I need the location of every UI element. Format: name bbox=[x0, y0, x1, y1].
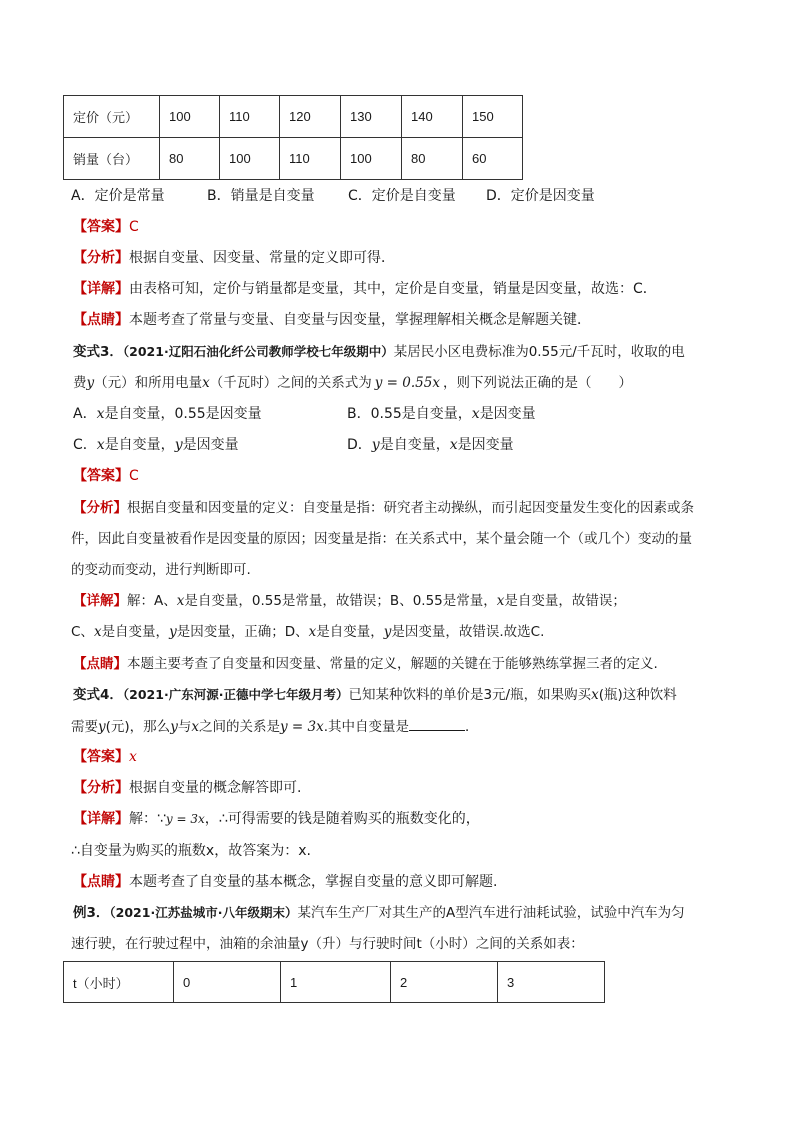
analysis-tag: 【分析】 bbox=[73, 780, 129, 796]
text: ∴自变量为购买的瓶数 bbox=[71, 843, 206, 859]
answer-tag: 【答案】 bbox=[73, 468, 129, 484]
table-cell: 销量（台） bbox=[64, 138, 160, 180]
table-cell: 100 bbox=[341, 138, 402, 180]
analysis-text: 根据自变量的概念解答即可. bbox=[129, 780, 302, 796]
text: x bbox=[205, 843, 215, 859]
v3-answer-line bbox=[73, 466, 139, 486]
var-y: y bbox=[383, 624, 392, 640]
answer-tag: 【答案】 bbox=[73, 749, 129, 765]
v4-analysis-line bbox=[73, 778, 301, 798]
analysis-tag: 【分析】 bbox=[73, 250, 129, 266]
v3-label: 变式3． bbox=[73, 344, 123, 360]
answer-blank[interactable] bbox=[409, 716, 465, 731]
table-cell: 1 bbox=[281, 962, 391, 1003]
v4-answer-line bbox=[73, 747, 137, 767]
var-y: y bbox=[169, 624, 177, 640]
v3-analysis-line1 bbox=[73, 498, 694, 518]
analysis-line bbox=[73, 248, 395, 268]
v4-detail-line1 bbox=[73, 809, 480, 829]
text: 是因变量 bbox=[182, 437, 239, 453]
v3-comment-line bbox=[73, 654, 658, 674]
table-cell: 100 bbox=[220, 138, 280, 180]
text: ，故答案为： bbox=[214, 843, 299, 859]
text: C、 bbox=[71, 624, 94, 640]
analysis-tag: 【分析】 bbox=[73, 500, 127, 516]
table-cell: 定价（元） bbox=[64, 96, 160, 138]
formula: y = 3x bbox=[279, 719, 324, 735]
text: 是因变量 bbox=[457, 437, 514, 453]
v3-source: （2021·辽阳石油化纤公司教师学校七年级期中） bbox=[122, 344, 394, 359]
answer-text: C bbox=[129, 468, 139, 484]
text: B．0.55是自变量， bbox=[347, 406, 472, 422]
var-x: x bbox=[191, 719, 199, 735]
var-x: x bbox=[471, 406, 480, 422]
answer-tag: 【答案】 bbox=[73, 219, 129, 235]
table-cell: 130 bbox=[341, 96, 402, 138]
var-x: x bbox=[176, 593, 185, 609]
v3-option-d bbox=[347, 435, 514, 455]
detail-text: 由表格可知，定价与销量都是变量，其中，定价是自变量，销量是因变量，故选：C． bbox=[129, 281, 657, 297]
table-cell: 110 bbox=[280, 138, 341, 180]
var-x: x bbox=[93, 624, 102, 640]
var-x: x bbox=[96, 437, 105, 453]
table-cell: 150 bbox=[463, 96, 523, 138]
table-row bbox=[64, 96, 523, 138]
var-x: x bbox=[202, 375, 210, 391]
text: 是自变量，故错误； bbox=[504, 593, 626, 609]
text: (瓶)这种饮料 bbox=[598, 687, 677, 703]
text: 已知某种饮料的单价是3元/瓶，如果购买 bbox=[348, 687, 592, 703]
text: x bbox=[298, 843, 307, 859]
formula: y = 3x bbox=[165, 812, 205, 826]
v3-analysis-line2: 件，因此自变量被看作是因变量的原因；因变量是指：在关系式中，某个量会随一个（或几个）变动的量 bbox=[71, 531, 692, 547]
comment-text: 本题考查了自变量的基本概念，掌握自变量的意义即可解题. bbox=[129, 874, 498, 890]
text: C． bbox=[73, 437, 97, 453]
text: 解：∵ bbox=[129, 811, 166, 827]
text: ，则下列说法正确的是（ ） bbox=[442, 375, 632, 391]
text: 之间的关系是 bbox=[198, 719, 280, 735]
option-a: A．定价是常量 bbox=[71, 188, 165, 204]
option-b: B．销量是自变量 bbox=[207, 188, 315, 204]
v3-stem-line2 bbox=[73, 373, 632, 393]
table-cell: 2 bbox=[391, 962, 498, 1003]
table-cell: 0 bbox=[174, 962, 281, 1003]
var-x: x bbox=[591, 687, 599, 703]
v4-comment-line bbox=[73, 872, 497, 892]
table-cell: t（小时） bbox=[64, 962, 174, 1003]
detail-tag: 【详解】 bbox=[73, 593, 127, 609]
v4-label: 变式4． bbox=[73, 687, 123, 703]
options-row bbox=[71, 186, 631, 206]
text: 是因变量，故错误.故选C. bbox=[391, 624, 545, 640]
text: 需要 bbox=[71, 719, 98, 735]
text: 某汽车生产厂对其生产的A型汽车进行油耗试验，试验中汽车为匀 bbox=[297, 905, 685, 921]
text: 是自变量， bbox=[104, 437, 175, 453]
v3-detail-line1 bbox=[73, 591, 626, 611]
v3-option-b bbox=[347, 404, 536, 424]
v4-stem-line1 bbox=[73, 685, 677, 705]
var-y: y bbox=[98, 719, 106, 735]
text: . bbox=[306, 843, 311, 859]
table-cell: 3 bbox=[498, 962, 605, 1003]
var-y: y bbox=[174, 437, 183, 453]
table-cell: 110 bbox=[220, 96, 280, 138]
comment-tag: 【点睛】 bbox=[73, 312, 129, 328]
text: 解：A、 bbox=[127, 593, 177, 609]
v3-detail-line2 bbox=[71, 622, 544, 642]
ex3-stem-line1 bbox=[73, 903, 685, 923]
comment-text: 本题主要考查了自变量和因变量、常量的定义，解题的关键在于能够熟练掌握三者的定义. bbox=[127, 656, 658, 672]
var-y: y bbox=[371, 437, 380, 453]
ex3-label: 例3． bbox=[73, 905, 110, 921]
answer-text: C bbox=[129, 219, 139, 235]
table-row bbox=[64, 962, 605, 1003]
var-y: y bbox=[170, 719, 178, 735]
text: D． bbox=[347, 437, 372, 453]
v3-option-c bbox=[73, 435, 239, 455]
ex3-source: （2021·江苏盐城市·八年级期末） bbox=[109, 905, 298, 920]
ex3-stem-line2: 速行驶，在行驶过程中，油箱的余油量y（升）与行驶时间t（小时）之间的关系如表： bbox=[71, 936, 584, 952]
formula: y = 0.55x bbox=[374, 375, 440, 391]
option-d: D．定价是因变量 bbox=[486, 188, 595, 204]
table-cell: 60 bbox=[463, 138, 523, 180]
var-y: y bbox=[86, 375, 95, 391]
price-sales-table bbox=[63, 95, 523, 180]
text: 费 bbox=[73, 375, 87, 391]
answer-line bbox=[73, 217, 139, 237]
text: 是自变量，0.55是因变量 bbox=[104, 406, 262, 422]
text: ． bbox=[464, 719, 479, 735]
var-x: x bbox=[308, 624, 317, 640]
text: 是自变量， bbox=[316, 624, 384, 640]
option-c: C．定价是自变量 bbox=[348, 188, 456, 204]
v3-option-a bbox=[73, 404, 262, 424]
table-cell: 100 bbox=[160, 96, 220, 138]
answer-text: x bbox=[129, 749, 137, 765]
v3-stem: 某居民小区电费标准为0.55元/千瓦时，收取的电 bbox=[393, 344, 685, 360]
comment-tag: 【点睛】 bbox=[73, 874, 129, 890]
analysis-text: 根据自变量和因变量的定义：自变量是指：研究者主动操纵，而引起因变量发生变化的因素或条 bbox=[127, 500, 694, 516]
table-cell: 120 bbox=[280, 96, 341, 138]
var-x: x bbox=[449, 437, 458, 453]
var-x: x bbox=[496, 593, 505, 609]
v3-stem-line1 bbox=[73, 342, 685, 362]
text: 是因变量，正确；D、 bbox=[176, 624, 309, 640]
table-row bbox=[64, 138, 523, 180]
text: A． bbox=[73, 406, 97, 422]
table-cell: 80 bbox=[160, 138, 220, 180]
detail-tag: 【详解】 bbox=[73, 811, 129, 827]
table-cell: 80 bbox=[402, 138, 463, 180]
var-x: x bbox=[96, 406, 105, 422]
detail-tag: 【详解】 bbox=[73, 281, 129, 297]
text: (元)，那么 bbox=[105, 719, 171, 735]
text: ，∴可得需要的钱是随着购买的瓶数变化的， bbox=[204, 811, 480, 827]
comment-line bbox=[73, 310, 591, 330]
v4-source: （2021·广东河源·正德中学七年级月考） bbox=[122, 687, 349, 702]
text: 是自变量，0.55是常量，故错误；B、0.55是常量， bbox=[184, 593, 497, 609]
v4-detail-line2 bbox=[71, 841, 311, 861]
comment-tag: 【点睛】 bbox=[73, 656, 127, 672]
text: 是自变量， bbox=[101, 624, 170, 640]
v3-analysis-line3: 的变动而变动，进行判断即可. bbox=[71, 562, 251, 578]
text: .其中自变量是 bbox=[323, 719, 409, 735]
text: 是因变量 bbox=[479, 406, 536, 422]
v4-stem-line2 bbox=[71, 716, 478, 737]
comment-text: 本题考查了常量与变量、自变量与因变量，掌握理解相关概念是解题关键． bbox=[129, 312, 591, 328]
analysis-text: 根据自变量、因变量、常量的定义即可得． bbox=[129, 250, 395, 266]
table-cell: 140 bbox=[402, 96, 463, 138]
text: （元）和所用电量 bbox=[94, 375, 203, 391]
time-table bbox=[63, 961, 605, 1003]
detail-line bbox=[73, 279, 657, 299]
text: 与 bbox=[177, 719, 192, 735]
text: （千瓦时）之间的关系式为 bbox=[209, 375, 372, 391]
text: 是自变量， bbox=[379, 437, 450, 453]
